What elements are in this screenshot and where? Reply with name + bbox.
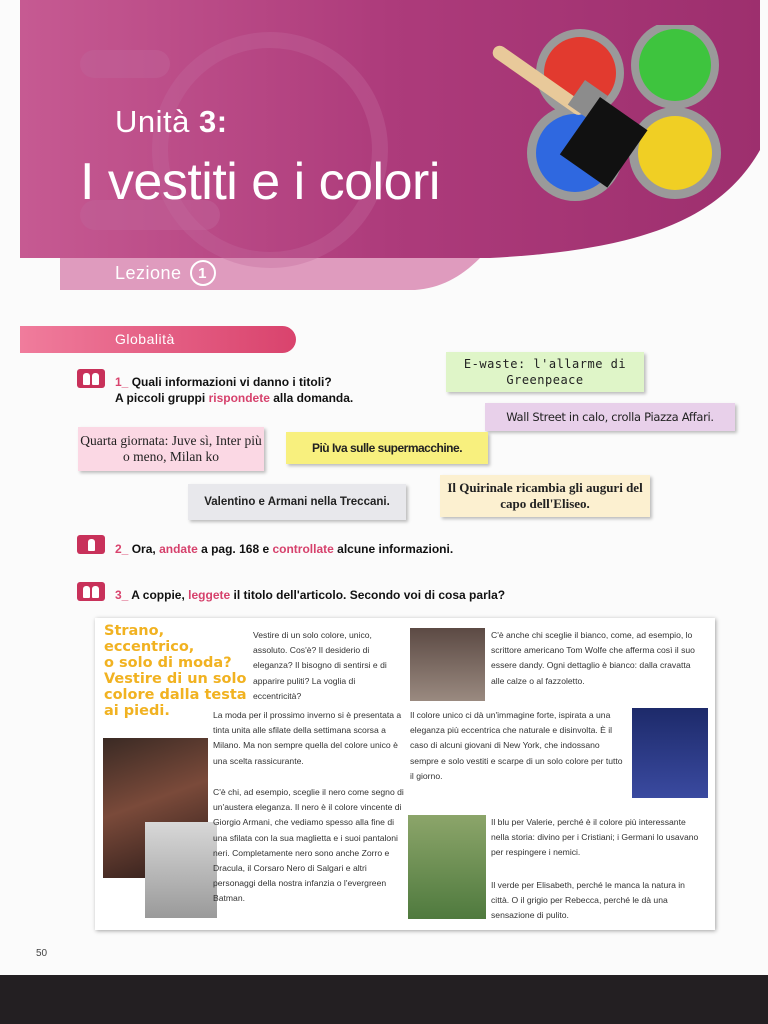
section-title: Globalità bbox=[115, 331, 175, 347]
pair-work-icon bbox=[77, 582, 105, 601]
exercise-1: 1_ Quali informazioni vi danno i titoli? A piccoli gruppi rispondete alla domanda. bbox=[115, 375, 354, 405]
unit-title: I vestiti e i colori bbox=[80, 153, 440, 211]
group-work-icon bbox=[77, 369, 105, 388]
photo-blue-woman bbox=[632, 708, 708, 798]
headline-card: Valentino e Armani nella Treccani. bbox=[188, 484, 406, 520]
page-edge-shadow bbox=[0, 975, 768, 1024]
unit-label: Unità 3: bbox=[115, 104, 228, 139]
article-col1-mid: La moda per il prossimo inverno si è presentata a tinta unita alle sfilate della settimana scorsa a Milano. Ma non sempre quella del colore unico è una scelta rassicurante. bbox=[213, 710, 402, 766]
headline-card: E-waste: l'allarme di Greenpeace bbox=[446, 352, 644, 392]
article-col2-p4: Il verde per Elisabeth, perché le manca la natura in città. O il grigio per Rebecca, perché le dà una sensazione di pulito. bbox=[491, 880, 685, 921]
exercise-2: 2_ Ora, andate a pag. 168 e controllate alcune informazioni. bbox=[115, 542, 454, 556]
page-number: 50 bbox=[36, 948, 48, 959]
headline-card: Wall Street in calo, crolla Piazza Affari. bbox=[485, 403, 735, 431]
headline-card: Quarta giornata: Juve sì, Inter più o meno, Milan ko bbox=[78, 427, 264, 471]
exercise-3: 3_ A coppie, leggete il titolo dell'articolo. Secondo voi di cosa parla? bbox=[115, 588, 506, 602]
individual-work-icon bbox=[77, 535, 105, 554]
article-col2-p3: Il blu per Valerie, perché è il colore più interessante nella storia: divino per i Cristiani; i Germani lo usavano per respingere i nemici. bbox=[491, 817, 699, 858]
lesson-number-badge: 1 bbox=[190, 260, 216, 286]
photo-green-woman bbox=[408, 815, 486, 919]
article-col2-p1: C'è anche chi sceglie il bianco, come, ad esempio, lo scrittore americano Tom Wolfe che afferma così il suo essere dandy. Ogni dettaglio è bianco: dalla cravatta alle calze o al fazzoletto. bbox=[491, 630, 695, 686]
article-col1-top: Vestire di un solo colore, unico, assoluto. Cos'è? Il desiderio di eleganza? Il bisogno di sentirsi e di apparire puliti? La voglia di eccentricità? bbox=[253, 630, 387, 701]
lesson-label: Lezione 1 bbox=[115, 260, 216, 286]
photo-wardrobe bbox=[410, 628, 485, 701]
headline-card: Il Quirinale ricambia gli auguri del capo dell'Eliseo. bbox=[440, 475, 650, 517]
paint-cans-illustration bbox=[490, 25, 725, 205]
article-col1-bottom: C'è chi, ad esempio, sceglie il nero come segno di un'austera eleganza. Il nero è il colore vincente di Giorgio Armani, che vediamo spesso alla fine di una sfilata con la sua maglietta e i suoi pantaloni neri. Completamente nero sono anche Zorro e Dracula, il Corsaro Nero di Salgari e altri personaggi della nostra infanzia o l'evergreen Batman. bbox=[213, 787, 404, 904]
article-title: Strano, eccentrico, o solo di moda? Vestire di un solo colore dalla testa ai piedi. bbox=[104, 623, 247, 719]
article-col2-p2: Il colore unico ci dà un'immagine forte, ispirata a una eleganza più eccentrica che naturale e disinvolta. È il caso di alcuni giovani di New York, che indossano sempre e solo vestiti e scarpe di un solo colore per tutto il giorno. bbox=[410, 710, 623, 781]
headline-card: Più Iva sulle supermacchine. bbox=[286, 432, 488, 464]
photo-men-in-black-white bbox=[145, 822, 217, 918]
